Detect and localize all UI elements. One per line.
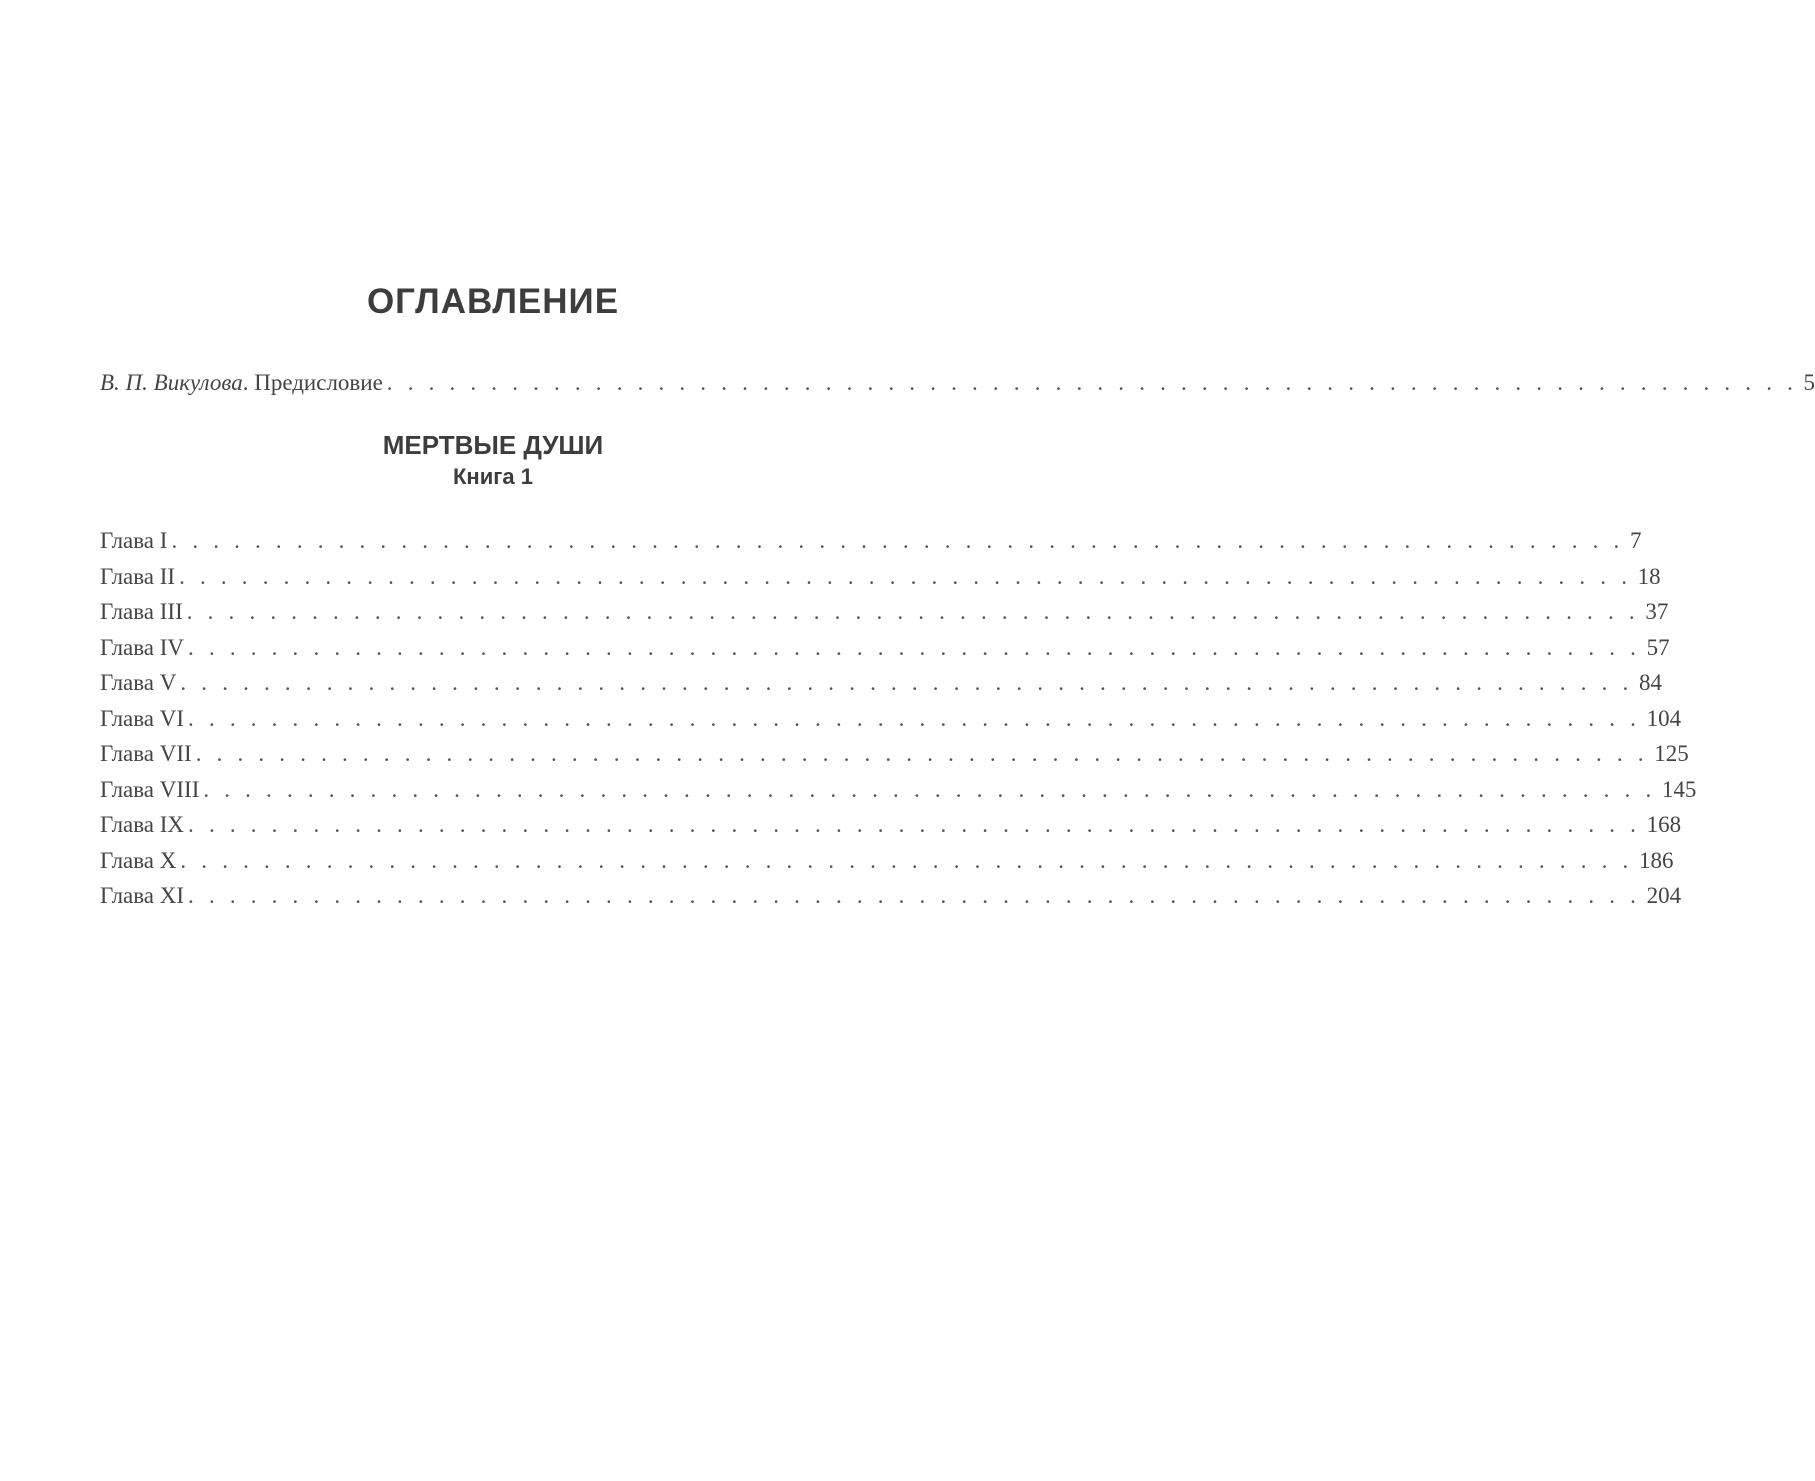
toc-entry-chapter xyxy=(100,881,1682,917)
dot-leader: . . . . . . . . . . . . . . . . . . . . . . . . . . . . . . . . . . . . . . . . . . . . . . . . . . . . . . . . . . . . . . . . . . . . . . xyxy=(171,528,1624,553)
dot-leader: . . . . . . . . . . . . . . . . . . . . . . . . . . . . . . . . . . . . . . . . . . . . . . . . . . . . . . . . . . . . . . . . . . . . . . xyxy=(203,776,1656,802)
chapter-label: Глава VI xyxy=(100,705,185,731)
page-number: 18 xyxy=(1637,563,1661,589)
chapter-label: Глава XI xyxy=(100,883,185,908)
book-subtitle: Книга 1 xyxy=(453,464,533,489)
page-number: 84 xyxy=(1638,670,1662,695)
toc-entry-chapter xyxy=(100,562,1661,598)
page-number: 57 xyxy=(1646,634,1670,660)
chapter-label: Глава VIII xyxy=(100,776,200,802)
page-number: 5 xyxy=(1803,370,1815,395)
dot-leader: . . . . . . . . . . . . . . . . . . . . . . . . . . . . . . . . . . . . . . . . . . . . . . . . . . . . . . . . . . . . . . . . . . . . . . xyxy=(195,741,1649,766)
chapter-label: Глава V xyxy=(100,670,177,695)
toc-entry-chapter xyxy=(100,633,1670,669)
chapter-label: Глава IX xyxy=(100,812,185,837)
preface-label xyxy=(100,368,383,398)
chapter-label: Глава II xyxy=(100,563,176,589)
dot-leader: . . . . . . . . . . . . . . . . . . . . . . . . . . . . . . . . . . . . . . . . . . . . . . . . . . . . . . . . . . . . . . . . . . . . . . xyxy=(188,883,1641,908)
toc-entry-chapter xyxy=(100,668,1662,704)
page-number: 125 xyxy=(1654,741,1689,766)
toc-entry-chapter xyxy=(100,810,1682,846)
chapter-list xyxy=(100,526,1697,917)
page-number: 104 xyxy=(1646,705,1682,731)
dot-leader: . . . . . . . . . . . . . . . . . . . . . . . . . . . . . . . . . . . . . . . . . . . . . . . . . . . . . . . . . . . . . . . . . . . . . . xyxy=(180,847,1633,873)
toc-entry-chapter xyxy=(100,526,1642,562)
toc-title: ОГЛАВЛЕНИЕ xyxy=(366,282,620,321)
chapter-label: Глава I xyxy=(100,528,168,553)
chapter-label: Глава IV xyxy=(100,634,185,660)
page-number: 145 xyxy=(1661,776,1697,802)
toc-entry-chapter xyxy=(100,739,1689,775)
preface-author: В. П. Викулова xyxy=(100,370,243,395)
dot-leader: . . . . . . . . . . . . . . . . . . . . . . . . . . . . . . . . . . . . . . . . . . . . . . . . . . . . . . . . . . . . . . . . . . . . . . xyxy=(188,812,1641,837)
dot-leader: . . . . . . . . . . . . . . . . . . . . . . . . . . . . . . . . . . . . . . . . . . . . . . . . . . . . . . . . . . . . . . . . . . . . xyxy=(386,370,1798,395)
page-number: 204 xyxy=(1646,883,1682,908)
toc-entry-chapter xyxy=(100,597,1669,633)
page-number: 186 xyxy=(1638,847,1674,873)
page-number: 37 xyxy=(1645,599,1669,624)
dot-leader: . . . . . . . . . . . . . . . . . . . . . . . . . . . . . . . . . . . . . . . . . . . . . . . . . . . . . . . . . . . . . . . . . . . . . . xyxy=(179,563,1632,589)
preface-title: Предисловие xyxy=(254,370,383,395)
chapter-label: Глава III xyxy=(100,599,183,624)
chapter-label: Глава VII xyxy=(100,741,192,766)
preface-separator: . xyxy=(242,370,255,395)
book-title: МЕРТВЫЕ ДУШИ xyxy=(382,430,604,460)
chapter-label: Глава X xyxy=(100,847,177,873)
page-number: 7 xyxy=(1630,528,1642,553)
toc-entry-chapter xyxy=(100,846,1674,882)
toc-entry-chapter xyxy=(100,704,1682,740)
dot-leader: . . . . . . . . . . . . . . . . . . . . . . . . . . . . . . . . . . . . . . . . . . . . . . . . . . . . . . . . . . . . . . . . . . . . . . xyxy=(188,705,1641,731)
toc-entry-chapter xyxy=(100,775,1697,811)
dot-leader: . . . . . . . . . . . . . . . . . . . . . . . . . . . . . . . . . . . . . . . . . . . . . . . . . . . . . . . . . . . . . . . . . . . . . . xyxy=(180,670,1633,695)
dot-leader: . . . . . . . . . . . . . . . . . . . . . . . . . . . . . . . . . . . . . . . . . . . . . . . . . . . . . . . . . . . . . . . . . . . . . . xyxy=(188,634,1641,660)
page-number: 168 xyxy=(1646,812,1682,837)
dot-leader: . . . . . . . . . . . . . . . . . . . . . . . . . . . . . . . . . . . . . . . . . . . . . . . . . . . . . . . . . . . . . . . . . . . . . . xyxy=(186,599,1640,624)
toc-entry-preface xyxy=(100,368,1815,398)
